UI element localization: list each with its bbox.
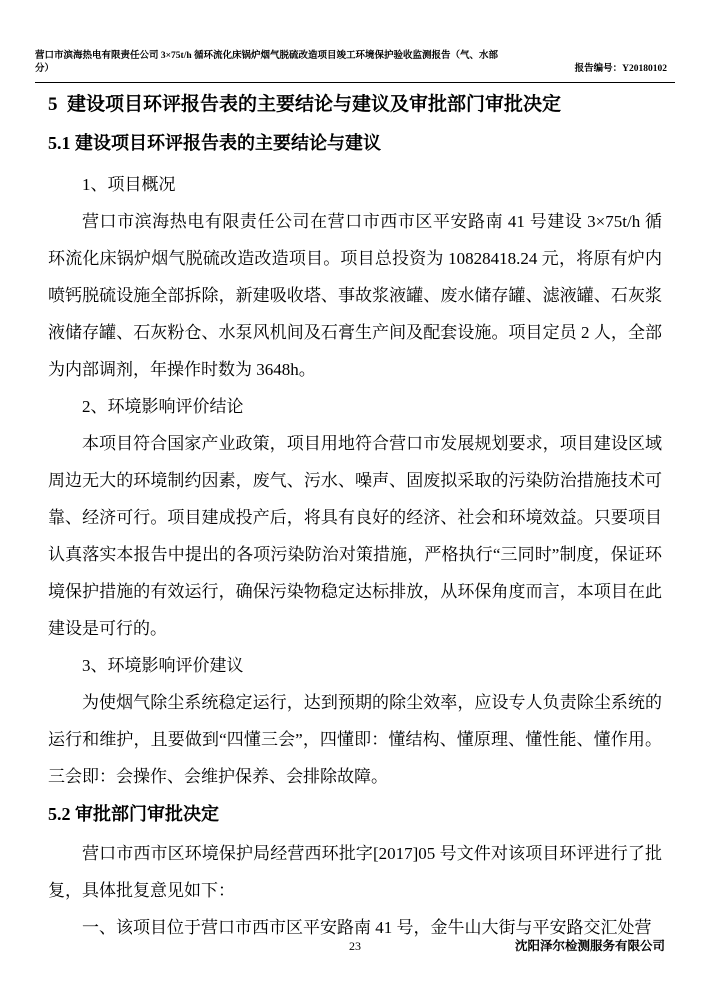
section-5.2	[48, 795, 662, 946]
paragraph: 一、该项目位于营口市西市区平安路南 41 号，金牛山大街与平安路交汇处营	[82, 918, 652, 937]
footer-company-name: 沈阳泽尔检测服务有限公司	[514, 939, 665, 953]
header-report-title: 营口市滨海热电有限责任公司 3×75t/h 循环流化床锅炉烟气脱硫改造项目竣工环境保护验收监测报告（气、水部分）	[35, 51, 499, 74]
paragraph: 本项目符合国家产业政策，项目用地符合营口市发展规划要求，项目建设区域周边无大的环境制约因素，废气、污水、噪声、固废拟采取的污染防治措施技术可靠、经济可行。项目建成投产后，将具有良好的经济、社会和环境效益。只要项目认真落实本报告中提出的各项污染防治对策措施，严格执行“三同时”制度，保证环境保护措施的有效运行，确保污染物稳定达标排放，从环保角度而言，本项目在此建设是可行的。	[48, 434, 662, 638]
section-5.1	[48, 124, 662, 795]
paragraph: 营口市西市区环境保护局经营西环批字[2017]05 号文件对该项目环评进行了批复，具体批复意见如下：	[48, 844, 662, 900]
page-footer	[45, 937, 665, 957]
list-item-heading: 3、环境影响评价建议	[82, 656, 244, 675]
sections-container	[48, 124, 662, 946]
paragraph: 为使烟气除尘系统稳定运行，达到预期的除尘效率，应设专人负责除尘系统的运行和维护，且要做到“四懂三会”，四懂即：懂结构、懂原理、懂性能、懂作用。三会即：会操作、会维护保养、会排除故障。	[48, 693, 662, 786]
header-report-number: 报告编号：Y20180102	[574, 64, 667, 74]
list-item-heading: 2、环境影响评价结论	[82, 397, 244, 416]
section-heading: 5.2 审批部门审批决定	[48, 804, 219, 824]
page-number: 23	[349, 939, 361, 953]
page-header	[35, 50, 675, 83]
list-item-heading: 1、项目概况	[82, 175, 176, 194]
paragraph: 营口市滨海热电有限责任公司在营口市西市区平安路南 41 号建设 3×75t/h 循环流化床锅炉烟气脱硫改造改造项目。项目总投资为 10828418.24 元，将原有炉内喷钙脱硫设施全部拆除，新建吸收塔、事故浆液罐、废水储存罐、滤液罐、石灰浆液储存罐、石灰粉仓、水泵风机间及石膏生产间及配套设施。项目定员 2 人，全部为内部调剂，年操作时数为 3648h。	[48, 212, 662, 379]
section-heading: 5.1 建设项目环评报告表的主要结论与建议	[48, 133, 381, 153]
document-body	[48, 86, 662, 946]
chapter-title: 5 建设项目环评报告表的主要结论与建议及审批部门审批决定	[48, 94, 562, 115]
